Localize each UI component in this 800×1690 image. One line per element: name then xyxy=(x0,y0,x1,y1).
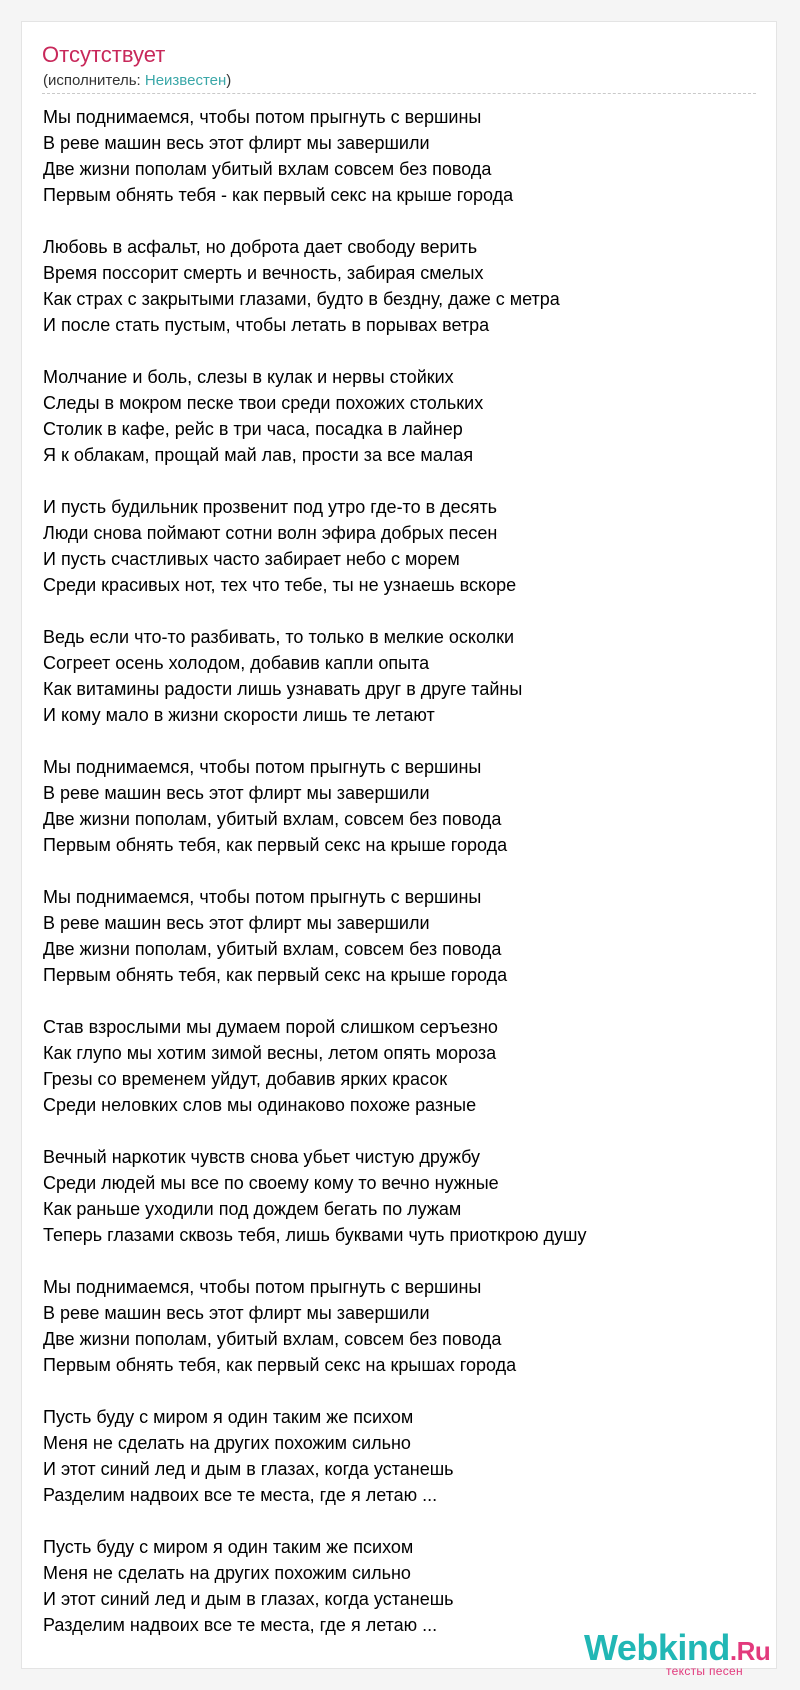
song-title: Отсутствует xyxy=(42,42,166,67)
lyrics-card xyxy=(21,21,777,1678)
performer-prefix: (исполнитель: xyxy=(43,72,145,89)
watermark-tagline: тексты песен xyxy=(666,1664,743,1678)
lyric-line: Разделим надвоих все те места, где я летаю ... xyxy=(43,1615,438,1635)
stanza xyxy=(43,624,763,728)
stanza xyxy=(43,1274,763,1378)
performer-link[interactable]: Неизвестен xyxy=(144,72,227,89)
lyric-line: В реве машин весь этот флирт мы завершили xyxy=(43,1303,430,1323)
stanza xyxy=(43,234,763,338)
lyric-line: Пусть буду с миром я один таким же психом xyxy=(43,1407,414,1427)
lyric-line: Люди снова поймают сотни волн эфира добрых песен xyxy=(43,523,498,543)
lyric-line: Как витамины радости лишь узнавать друг в друге тайны xyxy=(43,679,523,699)
lyric-line: Две жизни пополам, убитый вхлам, совсем без повода xyxy=(43,809,502,829)
lyric-line: Две жизни пополам убитый вхлам совсем без повода xyxy=(43,159,492,179)
lyric-line: Среди красивых нот, тех что тебе, ты не узнаешь вскоре xyxy=(43,575,517,595)
lyric-line: Став взрослыми мы думаем порой слишком серъезно xyxy=(43,1017,498,1037)
stanza xyxy=(43,104,763,208)
lyric-line: Среди неловких слов мы одинаково похоже разные xyxy=(43,1095,477,1115)
lyric-line: Как страх с закрытыми глазами, будто в бездну, даже с метра xyxy=(43,289,560,309)
lyric-line: И этот синий лед и дым в глазах, когда устанешь xyxy=(43,1589,454,1609)
stanza xyxy=(43,884,763,988)
lyric-line: В реве машин весь этот флирт мы завершили xyxy=(43,783,430,803)
lyric-line: И этот синий лед и дым в глазах, когда устанешь xyxy=(43,1459,454,1479)
lyric-line: Среди людей мы все по своему кому то вечно нужные xyxy=(43,1173,499,1193)
watermark-brand-name: Webkind xyxy=(584,1627,730,1668)
lyric-line: Время поссорит смерть и вечность, забирая смелых xyxy=(43,263,484,283)
lyric-line: Вечный наркотик чувств снова убьет чистую дружбу xyxy=(43,1147,481,1167)
lyric-line: В реве машин весь этот флирт мы завершили xyxy=(43,913,430,933)
lyric-line: И пусть счастливых часто забирает небо с морем xyxy=(43,549,460,569)
performer-line xyxy=(43,72,231,90)
lyric-line: Первым обнять тебя - как первый секс на крыше города xyxy=(43,185,514,205)
stanza xyxy=(43,1404,763,1508)
stanza xyxy=(43,754,763,858)
lyric-line: Молчание и боль, слезы в кулак и нервы стойких xyxy=(43,367,454,387)
stanza xyxy=(43,1144,763,1248)
stanza xyxy=(43,494,763,598)
lyric-line: Меня не сделать на других похожим сильно xyxy=(43,1563,411,1583)
lyric-line: Мы поднимаемся, чтобы потом прыгнуть с вершины xyxy=(43,1277,482,1297)
stanza xyxy=(43,1014,763,1118)
lyric-line: Меня не сделать на других похожим сильно xyxy=(43,1433,411,1453)
lyric-line: Я к облакам, прощай май лав, прости за все малая xyxy=(43,445,474,465)
lyric-line: И пусть будильник прозвенит под утро где-то в десять xyxy=(43,497,498,517)
lyric-line: И после стать пустым, чтобы летать в порывах ветра xyxy=(43,315,490,335)
lyrics-text xyxy=(43,104,763,1664)
lyric-line: Столик в кафе, рейс в три часа, посадка в лайнер xyxy=(43,419,463,439)
lyric-line: Как глупо мы хотим зимой весны, летом опять мороза xyxy=(43,1043,497,1063)
lyric-line: Разделим надвоих все те места, где я летаю ... xyxy=(43,1485,438,1505)
lyric-line: Первым обнять тебя, как первый секс на крыше города xyxy=(43,835,508,855)
lyric-line: Любовь в асфальт, но доброта дает свободу верить xyxy=(43,237,478,257)
lyric-line: Две жизни пополам, убитый вхлам, совсем без повода xyxy=(43,939,502,959)
lyric-line: Пусть буду с миром я один таким же психом xyxy=(43,1537,414,1557)
lyric-line: Первым обнять тебя, как первый секс на крыше города xyxy=(43,965,508,985)
lyric-line: В реве машин весь этот флирт мы завершили xyxy=(43,133,430,153)
lyric-line: Грезы со временем уйдут, добавив ярких красок xyxy=(43,1069,448,1089)
lyric-line: Ведь если что-то разбивать, то только в мелкие осколки xyxy=(43,627,514,647)
site-watermark-logo xyxy=(584,1627,784,1678)
header-divider xyxy=(42,93,756,94)
stanza xyxy=(43,1534,763,1638)
lyric-line: Теперь глазами сквозь тебя, лишь буквами чуть приоткрою душу xyxy=(43,1225,587,1245)
lyric-line: Мы поднимаемся, чтобы потом прыгнуть с вершины xyxy=(43,107,482,127)
lyric-line: И кому мало в жизни скорости лишь те летают xyxy=(43,705,435,725)
lyric-line: Согреет осень холодом, добавив капли опыта xyxy=(43,653,430,673)
lyric-line: Первым обнять тебя, как первый секс на крышах города xyxy=(43,1355,517,1375)
watermark-brand-tld: .Ru xyxy=(729,1636,771,1666)
stanza xyxy=(43,364,763,468)
lyric-line: Мы поднимаемся, чтобы потом прыгнуть с вершины xyxy=(43,887,482,907)
lyric-line: Следы в мокром песке твои среди похожих стольких xyxy=(43,393,484,413)
lyric-line: Две жизни пополам, убитый вхлам, совсем без повода xyxy=(43,1329,502,1349)
lyric-line: Как раньше уходили под дождем бегать по лужам xyxy=(43,1199,462,1219)
performer-suffix: ) xyxy=(226,72,232,89)
lyric-line: Мы поднимаемся, чтобы потом прыгнуть с вершины xyxy=(43,757,482,777)
